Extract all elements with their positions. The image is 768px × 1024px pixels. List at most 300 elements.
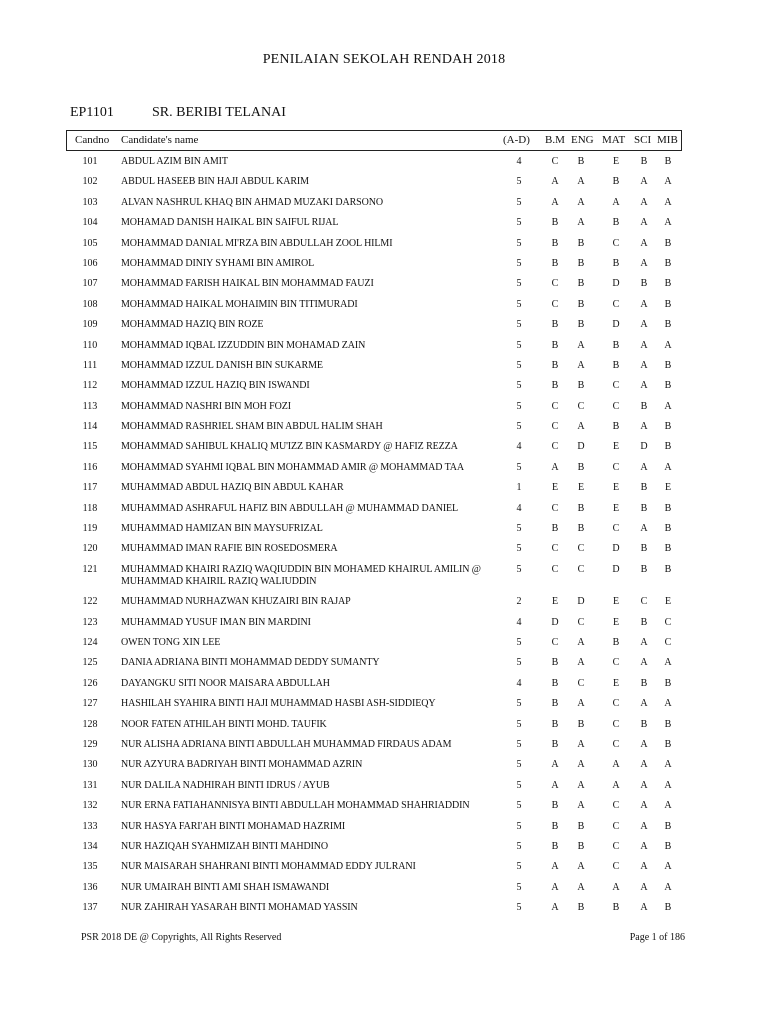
candidate-name: OWEN TONG XIN LEE	[121, 636, 221, 648]
candidate-name: DANIA ADRIANA BINTI MOHAMMAD DEDDY SUMANTY	[121, 657, 380, 669]
grade-mib: A	[664, 196, 672, 208]
grade-mat: C	[612, 738, 620, 750]
grade-mib: B	[664, 738, 672, 750]
candidate-number: 126	[82, 677, 98, 689]
grade-mib: B	[664, 319, 672, 331]
header-name: Candidate's name	[121, 134, 199, 146]
grade-mat: C	[612, 657, 620, 669]
table-row	[0, 901, 768, 921]
candidate-name: MOHAMMAD DANIAL MI'RZA BIN ABDULLAH ZOOL HILMI	[121, 237, 393, 249]
grade-bm: B	[551, 657, 559, 669]
grade-count-ad: 5	[516, 380, 522, 392]
grade-mat: D	[612, 563, 620, 575]
candidate-name: MOHAMAD DANISH HAIKAL BIN SAIFUL RIJAL	[121, 217, 339, 229]
grade-bm: E	[551, 596, 559, 608]
grade-sci: A	[640, 881, 648, 893]
grade-bm: B	[551, 677, 559, 689]
grade-mat: E	[612, 616, 620, 628]
candidate-name: MUHAMMAD IMAN RAFIE BIN ROSEDOSMERA	[121, 543, 338, 555]
candidate-number: 117	[82, 482, 98, 494]
grade-count-ad: 5	[516, 461, 522, 473]
grade-bm: B	[551, 339, 559, 351]
grade-bm: A	[551, 861, 559, 873]
header-sci: SCI	[634, 134, 652, 146]
grade-mat: E	[612, 596, 620, 608]
grade-mib: B	[664, 380, 672, 392]
table-row	[0, 237, 768, 257]
grade-mat: C	[612, 461, 620, 473]
grade-bm: B	[551, 718, 559, 730]
grade-mib: B	[664, 718, 672, 730]
candidate-number: 109	[82, 319, 98, 331]
grade-mib: A	[664, 759, 672, 771]
grade-bm: B	[551, 217, 559, 229]
candidate-number: 101	[82, 156, 98, 167]
table-row	[0, 277, 768, 297]
candidate-number: 112	[82, 380, 98, 392]
header-candno: Candno	[75, 134, 110, 146]
grade-eng: B	[577, 257, 585, 269]
grade-mib: B	[664, 677, 672, 689]
grade-eng: A	[577, 636, 585, 648]
grade-count-ad: 5	[516, 196, 522, 208]
grade-eng: A	[577, 881, 585, 893]
grade-count-ad: 5	[516, 861, 522, 873]
grade-mib: B	[664, 563, 672, 575]
candidate-name: MOHAMMAD HAIKAL MOHAIMIN BIN TITIMURADI	[121, 298, 358, 310]
candidate-name: MUHAMMAD ASHRAFUL HAFIZ BIN ABDULLAH @ MUHAMMAD DANIEL	[121, 502, 459, 514]
table-row	[0, 216, 768, 236]
grade-eng: B	[577, 718, 585, 730]
grade-sci: A	[640, 237, 648, 249]
grade-eng: B	[577, 156, 585, 167]
grade-bm: B	[551, 523, 559, 535]
grade-count-ad: 5	[516, 840, 522, 852]
grade-eng: C	[577, 677, 585, 689]
grade-mib: A	[664, 461, 672, 473]
grade-count-ad: 5	[516, 657, 522, 669]
grade-sci: A	[640, 738, 648, 750]
grade-mat: C	[612, 698, 620, 710]
candidate-number: 116	[82, 461, 98, 473]
grade-mat: B	[612, 217, 620, 229]
candidate-name: NOOR FATEN ATHILAH BINTI MOHD. TAUFIK	[121, 718, 327, 730]
grade-bm: A	[551, 461, 559, 473]
grade-mat: C	[612, 840, 620, 852]
grade-sci: A	[640, 217, 648, 229]
grade-sci: B	[640, 400, 648, 412]
grade-mat: E	[612, 677, 620, 689]
grade-count-ad: 5	[516, 176, 522, 188]
candidate-number: 132	[82, 800, 98, 812]
grade-count-ad: 5	[516, 400, 522, 412]
grade-bm: B	[551, 380, 559, 392]
grade-mat: A	[612, 196, 620, 208]
table-row	[0, 318, 768, 338]
grade-mib: B	[664, 298, 672, 310]
grade-mat: A	[612, 881, 620, 893]
grade-mib: B	[664, 523, 672, 535]
candidate-number: 102	[82, 176, 98, 188]
candidate-number: 110	[82, 339, 98, 351]
grade-eng: A	[577, 759, 585, 771]
candidate-name: MOHAMMAD IZZUL DANISH BIN SUKARME	[121, 359, 323, 371]
candidate-number: 108	[82, 298, 98, 310]
table-row	[0, 481, 768, 501]
table-row	[0, 542, 768, 562]
candidate-name: MUHAMMAD NURHAZWAN KHUZAIRI BIN RAJAP	[121, 596, 351, 608]
candidate-number: 104	[82, 217, 98, 229]
candidate-number: 127	[82, 698, 98, 710]
grade-mat: E	[612, 482, 620, 494]
header-bm: B.M	[545, 134, 565, 146]
grade-bm: C	[551, 543, 559, 555]
grade-sci: A	[640, 861, 648, 873]
table-row	[0, 840, 768, 860]
grade-sci: B	[640, 616, 648, 628]
grade-sci: A	[640, 257, 648, 269]
table-row	[0, 420, 768, 440]
candidate-name: MOHAMMAD FARISH HAIKAL BIN MOHAMMAD FAUZI	[121, 278, 374, 290]
candidate-number: 123	[82, 616, 98, 628]
candidate-number: 133	[82, 820, 98, 832]
table-row	[0, 656, 768, 676]
grade-bm: B	[551, 698, 559, 710]
header-mib: MIB	[657, 134, 678, 146]
table-row	[0, 636, 768, 656]
grade-mib: E	[664, 482, 672, 494]
grade-mat: B	[612, 421, 620, 433]
grade-sci: B	[640, 563, 648, 575]
grade-eng: B	[577, 840, 585, 852]
grade-eng: E	[577, 482, 585, 494]
grade-eng: A	[577, 196, 585, 208]
table-row	[0, 522, 768, 542]
grade-mib: A	[664, 339, 672, 351]
grade-sci: A	[640, 779, 648, 791]
table-row	[0, 175, 768, 195]
grade-bm: A	[551, 902, 559, 914]
grade-sci: A	[640, 636, 648, 648]
candidate-number: 128	[82, 718, 98, 730]
grade-bm: B	[551, 257, 559, 269]
grade-count-ad: 5	[516, 563, 522, 575]
grade-eng: B	[577, 298, 585, 310]
candidate-number: 106	[82, 257, 98, 269]
grade-sci: A	[640, 339, 648, 351]
grade-sci: B	[640, 482, 648, 494]
grade-eng: D	[577, 441, 585, 453]
grade-eng: A	[577, 176, 585, 188]
candidate-number: 137	[82, 902, 98, 914]
grade-mat: B	[612, 902, 620, 914]
page-title: PENILAIAN SEKOLAH RENDAH 2018	[262, 52, 506, 67]
candidate-number: 125	[82, 657, 98, 669]
grade-mib: A	[664, 861, 672, 873]
grade-mat: B	[612, 359, 620, 371]
grade-eng: B	[577, 523, 585, 535]
school-code: EP1101	[70, 105, 114, 120]
grade-count-ad: 4	[516, 616, 522, 628]
grade-sci: A	[640, 380, 648, 392]
grade-sci: B	[640, 156, 648, 167]
candidate-name: NUR AZYURA BADRIYAH BINTI MOHAMMAD AZRIN	[121, 759, 363, 771]
grade-mib: B	[664, 156, 672, 167]
candidate-number: 124	[82, 636, 98, 648]
grade-mib: C	[664, 616, 672, 628]
candidate-name: MOHAMMAD DINIY SYHAMI BIN AMIROL	[121, 257, 315, 269]
grade-mib: A	[664, 176, 672, 188]
grade-bm: A	[551, 196, 559, 208]
grade-count-ad: 1	[516, 482, 522, 494]
grade-count-ad: 5	[516, 319, 522, 331]
grade-count-ad: 2	[516, 596, 522, 608]
grade-count-ad: 4	[516, 441, 522, 453]
grade-eng: B	[577, 278, 585, 290]
candidate-number: 129	[82, 738, 98, 750]
grade-eng: B	[577, 502, 585, 514]
grade-count-ad: 5	[516, 820, 522, 832]
grade-bm: A	[551, 176, 559, 188]
grade-mat: C	[612, 298, 620, 310]
grade-mib: C	[664, 636, 672, 648]
grade-bm: C	[551, 421, 559, 433]
table-row	[0, 257, 768, 277]
grade-count-ad: 5	[516, 738, 522, 750]
grade-eng: A	[577, 861, 585, 873]
grade-bm: D	[551, 616, 559, 628]
grade-mat: C	[612, 861, 620, 873]
grade-sci: A	[640, 523, 648, 535]
grade-bm: B	[551, 738, 559, 750]
grade-eng: C	[577, 616, 585, 628]
grade-eng: B	[577, 461, 585, 473]
candidate-name: MOHAMMAD NASHRI BIN MOH FOZI	[121, 400, 291, 412]
header-mat: MAT	[602, 134, 626, 146]
candidate-number: 114	[82, 421, 98, 433]
candidate-number: 107	[82, 278, 98, 290]
header-ad: (A-D)	[503, 134, 530, 146]
grade-mat: C	[612, 237, 620, 249]
candidate-number: 121	[82, 563, 98, 575]
grade-eng: A	[577, 800, 585, 812]
grade-eng: C	[577, 563, 585, 575]
grade-bm: A	[551, 881, 559, 893]
candidate-name: MUHAMMAD HAMIZAN BIN MAYSUFRIZAL	[121, 523, 323, 535]
grade-eng: A	[577, 698, 585, 710]
candidate-name: MOHAMMAD HAZIQ BIN ROZE	[121, 319, 264, 331]
candidate-number: 113	[82, 400, 98, 412]
table-row	[0, 738, 768, 758]
grade-mib: A	[664, 400, 672, 412]
grade-mib: A	[664, 698, 672, 710]
candidate-number: 111	[82, 359, 98, 371]
grade-sci: A	[640, 359, 648, 371]
grade-mib: B	[664, 543, 672, 555]
grade-count-ad: 5	[516, 298, 522, 310]
grade-mib: B	[664, 421, 672, 433]
grade-eng: A	[577, 779, 585, 791]
grade-count-ad: 5	[516, 759, 522, 771]
grade-mat: C	[612, 820, 620, 832]
grade-bm: A	[551, 779, 559, 791]
table-row	[0, 359, 768, 379]
grade-bm: E	[551, 482, 559, 494]
grade-sci: B	[640, 677, 648, 689]
grade-sci: A	[640, 298, 648, 310]
grade-bm: C	[551, 278, 559, 290]
grade-count-ad: 5	[516, 636, 522, 648]
grade-mib: A	[664, 657, 672, 669]
candidate-name: NUR MAISARAH SHAHRANI BINTI MOHAMMAD EDDY JULRANI	[121, 861, 416, 873]
grade-eng: B	[577, 319, 585, 331]
candidate-name: NUR ALISHA ADRIANA BINTI ABDULLAH MUHAMMAD FIRDAUS ADAM	[121, 738, 452, 750]
table-row	[0, 339, 768, 359]
candidate-number: 130	[82, 759, 98, 771]
grade-sci: B	[640, 278, 648, 290]
table-row	[0, 820, 768, 840]
grade-count-ad: 5	[516, 278, 522, 290]
grade-sci: B	[640, 502, 648, 514]
table-row	[0, 616, 768, 636]
grade-eng: A	[577, 738, 585, 750]
footer-page-number: Page 1 of 186	[629, 932, 685, 943]
grade-eng: A	[577, 657, 585, 669]
table-row	[0, 298, 768, 318]
table-row	[0, 799, 768, 819]
grade-eng: A	[577, 339, 585, 351]
grade-count-ad: 4	[516, 156, 522, 167]
grade-count-ad: 5	[516, 339, 522, 351]
grade-count-ad: 5	[516, 698, 522, 710]
header-eng: ENG	[571, 134, 594, 146]
grade-count-ad: 5	[516, 523, 522, 535]
grade-sci: A	[640, 840, 648, 852]
grade-mat: D	[612, 278, 620, 290]
grade-sci: A	[640, 759, 648, 771]
grade-bm: B	[551, 319, 559, 331]
table-row	[0, 697, 768, 717]
grade-mib: B	[664, 359, 672, 371]
table-row	[0, 595, 768, 615]
candidate-number: 136	[82, 881, 98, 893]
candidate-name: NUR HAZIQAH SYAHMIZAH BINTI MAHDINO	[121, 840, 329, 852]
grade-count-ad: 5	[516, 543, 522, 555]
grade-eng: B	[577, 380, 585, 392]
grade-bm: C	[551, 156, 559, 167]
grade-mib: B	[664, 278, 672, 290]
grade-sci: D	[640, 441, 648, 453]
grade-sci: A	[640, 800, 648, 812]
table-row	[0, 155, 768, 175]
grade-mat: C	[612, 400, 620, 412]
table-row	[0, 563, 768, 595]
candidate-number: 135	[82, 861, 98, 873]
candidate-name: MOHAMMAD SYAHMI IQBAL BIN MOHAMMAD AMIR @ MOHAMMAD TAA	[121, 461, 465, 473]
candidate-name: MOHAMMAD IQBAL IZZUDDIN BIN MOHAMAD ZAIN	[121, 339, 366, 351]
grade-mat: D	[612, 319, 620, 331]
grade-eng: D	[577, 596, 585, 608]
candidate-name: DAYANGKU SITI NOOR MAISARA ABDULLAH	[121, 677, 330, 689]
table-row	[0, 379, 768, 399]
grade-mib: A	[664, 800, 672, 812]
table-row	[0, 758, 768, 778]
candidate-name: MOHAMMAD SAHIBUL KHALIQ MU'IZZ BIN KASMARDY @ HAFIZ REZZA	[121, 441, 458, 453]
grade-eng: A	[577, 359, 585, 371]
grade-mib: B	[664, 840, 672, 852]
candidate-name: HASHILAH SYAHIRA BINTI HAJI MUHAMMAD HASBI ASH-SIDDIEQY	[121, 698, 436, 710]
candidate-name: NUR ZAHIRAH YASARAH BINTI MOHAMAD YASSIN	[121, 902, 358, 914]
grade-mat: C	[612, 718, 620, 730]
grade-sci: A	[640, 657, 648, 669]
grade-eng: C	[577, 400, 585, 412]
candidate-number: 131	[82, 779, 98, 791]
grade-eng: B	[577, 820, 585, 832]
grade-mat: E	[612, 502, 620, 514]
table-row	[0, 440, 768, 460]
grade-bm: B	[551, 800, 559, 812]
candidate-name: NUR HASYA FARI'AH BINTI MOHAMAD HAZRIMI	[121, 820, 346, 832]
grade-mib: A	[664, 217, 672, 229]
grade-bm: C	[551, 502, 559, 514]
grade-mat: C	[612, 523, 620, 535]
grade-mat: A	[612, 779, 620, 791]
grade-mat: E	[612, 156, 620, 167]
candidate-name: ALVAN NASHRUL KHAQ BIN AHMAD MUZAKI DARSONO	[121, 196, 384, 208]
table-row	[0, 860, 768, 880]
grade-mib: B	[664, 237, 672, 249]
table-row	[0, 400, 768, 420]
grade-count-ad: 5	[516, 217, 522, 229]
grade-count-ad: 5	[516, 359, 522, 371]
grade-bm: C	[551, 298, 559, 310]
grade-mat: C	[612, 380, 620, 392]
grade-count-ad: 5	[516, 902, 522, 914]
grade-bm: C	[551, 400, 559, 412]
grade-count-ad: 4	[516, 677, 522, 689]
candidate-name: MUHAMMAD YUSUF IMAN BIN MARDINI	[121, 616, 311, 628]
grade-bm: B	[551, 237, 559, 249]
candidate-number: 120	[82, 543, 98, 555]
grade-eng: A	[577, 217, 585, 229]
candidate-list	[0, 155, 768, 921]
table-row	[0, 779, 768, 799]
grade-eng: B	[577, 902, 585, 914]
grade-mib: B	[664, 902, 672, 914]
table-row	[0, 881, 768, 901]
candidate-number: 118	[82, 502, 98, 514]
grade-bm: C	[551, 636, 559, 648]
grade-count-ad: 5	[516, 257, 522, 269]
grade-mat: D	[612, 543, 620, 555]
grade-mat: B	[612, 176, 620, 188]
grade-count-ad: 4	[516, 502, 522, 514]
grade-sci: C	[640, 596, 648, 608]
grade-count-ad: 5	[516, 421, 522, 433]
school-name: SR. BERIBI TELANAI	[152, 105, 286, 120]
grade-bm: B	[551, 820, 559, 832]
grade-bm: A	[551, 759, 559, 771]
candidate-name: NUR DALILA NADHIRAH BINTI IDRUS / AYUB	[121, 779, 330, 791]
candidate-name: ABDUL HASEEB BIN HAJI ABDUL KARIM	[121, 176, 309, 188]
grade-mib: E	[664, 596, 672, 608]
grade-mib: B	[664, 820, 672, 832]
candidate-name: ABDUL AZIM BIN AMIT	[121, 156, 228, 167]
grade-mib: B	[664, 257, 672, 269]
grade-sci: B	[640, 543, 648, 555]
grade-mat: C	[612, 800, 620, 812]
candidate-name: MUHAMMAD KHAIRI RAZIQ WAQIUDDIN BIN MOHAMED KHAIRUL AMILIN @ MUHAMMAD KHAIRIL RAZIQ WALIUDDIN	[121, 563, 481, 587]
